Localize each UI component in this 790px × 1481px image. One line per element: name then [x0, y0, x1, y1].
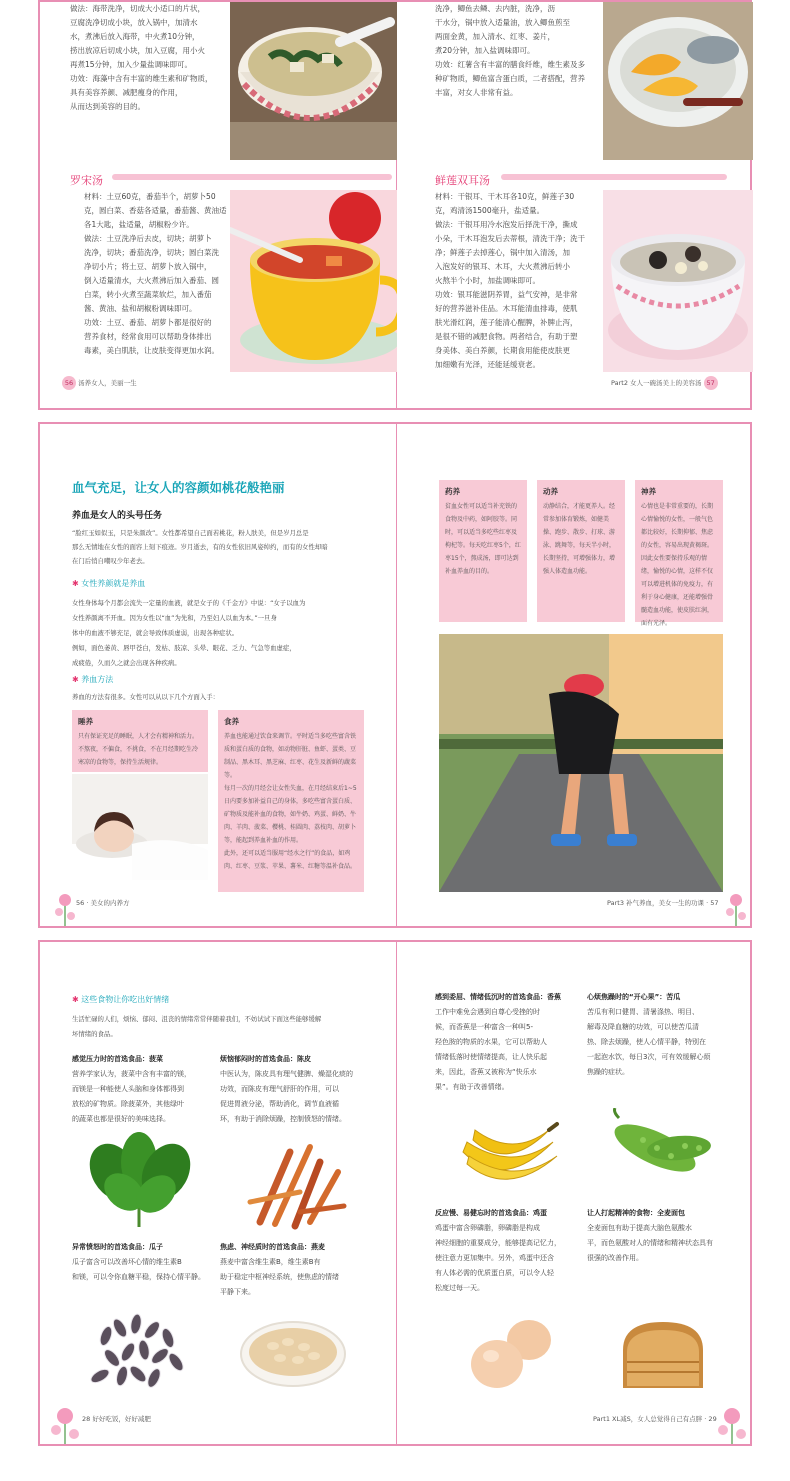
running-title: · 美女的内养方 [86, 899, 130, 907]
text-line: 净切小片；将土豆、胡萝卜放入锅中， [84, 262, 212, 271]
text-line: 而镁是一种能使人头脑和身体都得到 [72, 1085, 184, 1093]
running-title: Part1 XL减S，女人总觉得自己有点胖 · 29 [593, 1415, 717, 1423]
box-title: 药养 [445, 487, 460, 496]
fish-soup-photo [603, 2, 753, 160]
text-line: 女性养颜离不开血。因为女性以“血”为先和，乃至妇人以血为本。”一旦身 [72, 614, 277, 622]
text-line: 捞出放凉后切成小块，加入豆腐，用小火 [70, 46, 205, 55]
text-line: 倒入适量清水，大火煮沸后加入番茄、圆 [84, 276, 219, 285]
medicine-box [439, 480, 527, 622]
text-line: 瓜子富含可以改善坏心情的维生素B [72, 1258, 182, 1266]
food-text [587, 1221, 737, 1266]
text-line: 加细嫩有光泽，还能延缓衰老。 [435, 360, 540, 369]
page-number: 56 [76, 899, 85, 907]
text-line: 丰富，对女人非常有益。 [435, 88, 518, 97]
luosong-soup-text [84, 190, 232, 358]
runner-resting-photo [439, 634, 723, 892]
food-orange-peel [220, 1054, 370, 1127]
star-icon: ✱ [72, 675, 79, 684]
text-line: 来，因此，香蕉又被称为“快乐水 [435, 1068, 537, 1076]
text-line: 白菜，转小火煮至蔬菜软烂，加入番茄 [84, 290, 212, 299]
text-line: 果”。有助于改善情绪。 [435, 1083, 509, 1091]
box-body: 贫血女性可以适当补充铁的食物及中药，如阿胶等。同时，可以适当多吃些红枣及枸杞等。每天吃红枣5个，红枣15个，熬成汤，即可达到补血养血的目的。 [445, 503, 521, 575]
box-title: 动养 [543, 487, 558, 496]
text-line: 工作中难免会遇到自尊心受挫的时 [435, 1008, 540, 1016]
sleep-box [72, 710, 208, 772]
text-line: 功效：银耳能滋阴养胃，益气安神，是非常 [435, 290, 578, 299]
box-title: 食养 [224, 717, 239, 726]
spinach-image [84, 1132, 194, 1232]
text-line: “脸红玉如似玉，只是朱颜改”。女性都希望自己面若桃花，粉人肤美，但是岁月总是 [72, 529, 309, 537]
flower-ornament [50, 1404, 80, 1444]
kelp-soup-text [70, 2, 226, 114]
flower-ornament [725, 890, 747, 926]
text-line: 松度过每一天。 [435, 1284, 484, 1292]
text-line: 营养学家认为，菠菜中含有丰富的镁， [72, 1070, 191, 1078]
orange-peel-image [240, 1132, 350, 1232]
intro-paragraph [72, 1012, 372, 1042]
food-bread [587, 1208, 737, 1266]
food-title: 心烦焦躁时的“开心果”：苦瓜 [587, 993, 681, 1001]
text-line: 神经细胞的重要成分，能够提高记忆力， [435, 1239, 561, 1247]
text-line: 净；鲜莲子去掉莲心，锅中加入清汤，加 [435, 248, 570, 257]
text-line: 入泡发好的银耳、木耳，大火煮沸后转小 [435, 262, 570, 271]
text-line: 做法：干银耳用冷水泡发后择洗干净，撕成 [435, 220, 578, 229]
text-line: 毒素，美白肌肤，让皮肤变得更加水润。 [84, 346, 219, 355]
text-line: 营养食材，经常食用可以帮助身体排出 [84, 332, 212, 341]
food-sunflower-seeds [72, 1242, 212, 1285]
text-line: 好的营养滋补佳品。木耳能清血排毒，使肌 [435, 304, 578, 313]
subsection-title: 女性养颜就是养血 [81, 579, 146, 588]
banana-image [453, 1112, 563, 1192]
lotus-soup-title: 鲜莲双耳汤 [435, 174, 490, 187]
box-body [224, 730, 358, 873]
sleeping-woman-photo [72, 774, 208, 892]
text-line: 生活忙碌的人们，烦恼、郁闷、沮丧的情绪常常伴随着我们，不妨试试下面这些能够缓解 [72, 1015, 322, 1023]
page-number: 56 [62, 376, 76, 390]
mind-box [635, 480, 723, 627]
text-line: 豆腐洗净切成小块，放入锅中，加清水 [70, 18, 198, 27]
text-line: 环，有助于消除烦躁，控制愤怒的情绪。 [220, 1115, 346, 1123]
subsection-heading [72, 578, 145, 589]
running-title: 汤养女人，美丽一生 [78, 379, 137, 387]
text-line: 成疲倦，久而久之就会出现各种疾病。 [72, 659, 181, 667]
food-title: 异常愤怒时的首选食品：瓜子 [72, 1243, 163, 1251]
text-line: 种矿物质，鲫鱼富含蛋白质，二者搭配，营养 [435, 74, 585, 83]
spread-1 [38, 0, 752, 410]
box-paragraph: 此外，还可以适当服用“经水之行”的食品，如鸡肉、红枣、豆浆、苹果、薯米、红糖等温补食品。 [224, 850, 357, 870]
text-line: 做法：土豆洗净后去皮，切块；胡萝卜 [84, 234, 212, 243]
oats-image [238, 1314, 348, 1390]
article-headline: 血气充足，让女人的容颜如桃花般艳丽 [72, 480, 285, 495]
text-line: 燕麦中富含维生素B，维生素B有 [220, 1258, 321, 1266]
text-line: 材料：土豆60克，番茄半个，胡萝卜50 [84, 192, 216, 201]
food-banana [435, 992, 585, 1095]
kelp-soup-photo [230, 2, 397, 160]
text-line: 克，圆白菜、香菇各适量，番茄酱、黄油适 [84, 206, 227, 215]
text-line: 水，煮沸后放入海带，中火煮10分钟， [70, 32, 200, 41]
text-line: 从而达到美容的目的。 [70, 102, 145, 111]
text-line: 功效：红薯含有丰富的膳食纤维，维生素及多 [435, 60, 585, 69]
box-paragraph: 养血也能通过饮食来调节。平时适当多吃些富含铁质和蛋白质的食物，如动物肝脏、鱼虾、蛋类、豆制品、黑木耳、黑芝麻、红枣、花生及新鲜的蔬菜等。 [224, 733, 357, 779]
text-line: 洗净，切块；番茄洗净，切块；圆白菜洗 [84, 248, 219, 257]
folio-left [82, 1414, 151, 1423]
text-line: 放松的矿物质。除菠菜外，其他绿叶 [72, 1100, 184, 1108]
text-line: 候，而香蕉是一种富含一种叫5- [435, 1023, 533, 1031]
text-line: 做法：海带洗净，切成大小适口的片状， [70, 4, 205, 13]
page-56-soups [40, 2, 396, 408]
food-spinach [72, 1054, 212, 1127]
text-line: 在门后悄自嘲叹少年老去。 [72, 557, 149, 565]
food-title: 反应慢、易健忘时的首选食品：鸡蛋 [435, 1209, 547, 1217]
page-28-foods [40, 942, 396, 1444]
food-text [587, 1005, 737, 1080]
text-line: 酱、黄油、盐和胡椒粉调味即可。 [84, 304, 197, 313]
text-line: 是很不错的减肥食物。两者结合，有助于塑 [435, 332, 578, 341]
text-line: 的蔬菜也都是很好的美味选择。 [72, 1115, 170, 1123]
bitter-melon-image [607, 1108, 717, 1192]
food-text [72, 1067, 212, 1127]
text-line: 女性身体每个月都会流失一定量的血液，就是女子的《千金方》中说：“女子以血为 [72, 599, 306, 607]
folio-right [607, 898, 719, 907]
box-body: 动静结合，才能更养人。经常参加体育锻炼，如健美操、跑步、散步、打球、游泳、跳舞等，每天半小时，长期坚持，可增强体力，增强人体造血功能。 [543, 503, 616, 575]
text-line: 一起泡水饮，每日3次，可有效缓解心烦 [587, 1053, 711, 1061]
diet-box [218, 710, 364, 892]
text-line: 解毒及降血糖的功效，可以使苦瓜清 [587, 1023, 699, 1031]
food-title: 感觉压力时的首选食品：菠菜 [72, 1055, 163, 1063]
spread-2 [38, 422, 752, 928]
folio-right [593, 1414, 717, 1423]
text-line: 煮20分钟，加入盐调味即可。 [435, 46, 535, 55]
text-line: 肤光滑红润，莲子能清心醒脾，补脾止泻， [435, 318, 578, 327]
text-line: 体中的血液不够充足，就会导致体质虚弱，出现各种症状。 [72, 629, 239, 637]
title-bar [112, 174, 392, 180]
text-line: 和镁，可以令你血糖平稳，保持心情平静。 [72, 1273, 205, 1281]
subsection-title: 养血方法 [81, 675, 114, 684]
text-line: 有人体必需的优质蛋白质，可以令人轻 [435, 1269, 554, 1277]
food-egg [435, 1208, 585, 1296]
running-title: Part2 女人一碗汤美上的美容汤 [611, 379, 702, 387]
text-line: 焦躁的症状。 [587, 1068, 629, 1076]
star-icon: ✱ [72, 995, 79, 1004]
running-title: 好好吃饭，好好减肥 [92, 1415, 151, 1423]
folio-left [76, 898, 130, 907]
food-title: 焦虑、神经质时的首选食品：燕麦 [220, 1243, 325, 1251]
lotus-soup-text [435, 190, 597, 372]
food-bitter-melon [587, 992, 737, 1080]
text-line: 平，而色氨酸对人的情绪和精神状态具有 [587, 1239, 713, 1247]
food-text [435, 1221, 585, 1296]
food-text [220, 1067, 370, 1127]
text-line: 火熬半个小时，加盐调味即可。 [435, 276, 540, 285]
text-line: 坏情绪的食品。 [72, 1030, 117, 1038]
food-oats [220, 1242, 370, 1300]
box-body: 只有保证充足的睡眠，人才会有精神和活力。不熬夜，不偏食，不挑食，不在月经期吃生冷寒凉的食物等，保持生活规律。 [78, 733, 199, 766]
text-line: 苦瓜有利口健胃、清暑涤热、明目、 [587, 1008, 699, 1016]
text-line: 促进胃液分泌，帮助消化，调节血液循 [220, 1100, 339, 1108]
fish-soup-text [435, 2, 595, 100]
luosong-soup-title: 罗宋汤 [70, 174, 103, 187]
box-paragraph: 每月一次的月经会让女性失血，在月经结束后1~5日内要多加补益自己的身体，多吃些富含蛋白质、矿物质及能补血的食物，如牛奶、鸡蛋、鲜奶、牛肉、羊肉、菠菜、樱桃、桂圆肉、荔枝肉、胡萝卜等，能起到养血补血的作用。 [224, 785, 357, 844]
text-line: 鸡蛋中富含卵磷脂，卵磷脂是构成 [435, 1224, 540, 1232]
text-line: 热、除去烦躁，使人心情平静，特别在 [587, 1038, 706, 1046]
paragraph: 养血的方法有很多。女性可以从以下几个方面入手： [72, 693, 219, 701]
section-heading [72, 994, 169, 1005]
page-56-blood [40, 424, 396, 926]
text-line: 那么无情地在女性的面容上刻下痕迹。岁月逝去，有的女性依旧风姿绰约，而有的女性却暗 [72, 543, 328, 551]
lotus-soup-photo [603, 190, 753, 372]
food-text [435, 1005, 585, 1095]
text-line: 功效：土豆、番茄、胡萝卜都是很好的 [84, 318, 212, 327]
tomato-soup-photo [230, 190, 397, 372]
text-line: 例如，面色萎黄、唇甲苍白，发枯、肢凉、头晕、眼花、乏力、气急等血虚症， [72, 644, 296, 652]
text-line: 全麦面包有助于提高大脑色氨酸水 [587, 1224, 692, 1232]
food-text [220, 1255, 370, 1300]
star-icon: ✱ [72, 579, 79, 588]
exercise-box [537, 480, 625, 622]
text-line: 洗净，鲫鱼去鳞、去内脏，洗净，沥 [435, 4, 555, 13]
spread-3 [38, 940, 752, 1446]
text-line: 身美体、美白养颜，长期食用能使皮肤更 [435, 346, 570, 355]
text-line: 干水分，锅中放入适量油，放入鲫鱼煎至 [435, 18, 570, 27]
text-line: 中医认为，陈皮具有理气健脾、燥湿化痰的 [220, 1070, 353, 1078]
article-subhead: 养血是女人的头号任务 [72, 511, 163, 521]
flower-ornament [54, 890, 76, 926]
text-line: 功效，而陈皮有理气舒肝的作用，可以 [220, 1085, 339, 1093]
running-title: Part3 补气养血，美女一生的功课 · 57 [607, 899, 719, 907]
text-line: 很强的改善作用。 [587, 1254, 643, 1262]
text-line: 两面金黄，加入清水、红枣、姜片， [435, 32, 555, 41]
page-57-soups [397, 2, 753, 408]
sunflower-seeds-image [86, 1306, 192, 1398]
text-line: 情绪低落时使情绪提高，让人快乐起 [435, 1053, 547, 1061]
box-body: 心情也是非常重要的，长期心情愉悦的女性，一般气色都比较好，长期抑郁、焦虑的女性，容易出现黄褐斑。因此女性要保持乐观的情绪，愉悦的心情，这样不仅可以增进机体的免疫力，有利于身心健康，还能增强骨髓造血功能，使皮肤红润，面有光泽。 [641, 503, 714, 627]
paragraph [72, 596, 372, 671]
section-title: 这些食物让你吃出好情绪 [81, 995, 170, 1004]
intro-paragraph [72, 526, 372, 568]
text-line: 小朵，干木耳泡发后去蒂根，清洗干净；洗干 [435, 234, 585, 243]
folio-right [611, 376, 718, 390]
food-text [72, 1255, 212, 1285]
page-29-foods [397, 942, 753, 1444]
text-line: 助于稳定中枢神经系统，使焦虑的情绪 [220, 1273, 339, 1281]
food-title: 感到委屈、情绪低沉时的首选食品：香蕉 [435, 993, 561, 1001]
page-number: 57 [704, 376, 718, 390]
food-title: 烦恼郁闷时的首选食品：陈皮 [220, 1055, 311, 1063]
flower-ornament [717, 1404, 747, 1444]
text-line: 克，鸡清汤1500毫升，盐适量。 [435, 206, 545, 215]
subsection-heading [72, 674, 113, 685]
eggs-image [463, 1312, 559, 1392]
title-bar [501, 174, 727, 180]
page-57-blood [397, 424, 753, 926]
text-line: 各1大匙，盐适量，胡椒粉少许。 [84, 220, 194, 229]
text-line: 羟色胺的物质的水果，它可以帮助人 [435, 1038, 547, 1046]
text-line: 使注意力更加集中。另外，鸡蛋中还含 [435, 1254, 554, 1262]
page-number: 28 [82, 1415, 91, 1423]
folio-left [62, 376, 137, 390]
box-title: 睡养 [78, 717, 93, 726]
text-line: 功效：海藻中含有丰富的维生素和矿物质， [70, 74, 213, 83]
text-line: 再煮15分钟，加入少量盐调味即可。 [70, 60, 193, 69]
text-line: 材料：干银耳、干木耳各10克，鲜莲子30 [435, 192, 575, 201]
food-title: 让人打起精神的食物：全麦面包 [587, 1209, 685, 1217]
text-line: 具有美容养颜、减肥瘦身的作用， [70, 88, 183, 97]
text-line: 平静下来。 [220, 1288, 255, 1296]
box-title: 神养 [641, 487, 656, 496]
bread-image [613, 1310, 709, 1396]
